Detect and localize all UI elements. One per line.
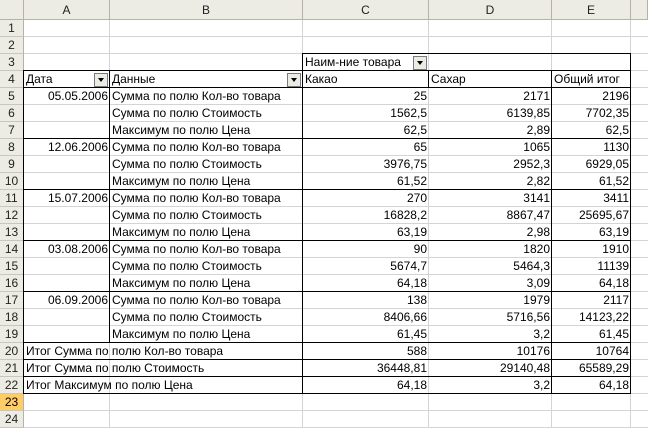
date-field-dropdown-icon[interactable] <box>94 73 108 87</box>
pivot-border <box>23 376 631 377</box>
pivot-value-cell[interactable]: 16828,2 <box>383 208 427 222</box>
pivot-border <box>23 291 631 292</box>
row-header-18[interactable]: 18 <box>0 309 24 326</box>
row-header-20[interactable]: 20 <box>0 343 24 360</box>
pivot-value-cell[interactable]: 3976,75 <box>383 157 427 171</box>
pivot-value-cell[interactable]: 63,19 <box>396 225 427 239</box>
column-item-cacao[interactable]: Какао <box>305 72 338 86</box>
pivot-value-cell[interactable]: 1562,5 <box>390 106 427 120</box>
column-header-d[interactable]: D <box>429 0 552 20</box>
pivot-value-cell[interactable]: 1910 <box>602 242 629 256</box>
row-header-21[interactable]: 21 <box>0 360 24 377</box>
pivot-row-field-date[interactable]: Дата <box>26 72 53 86</box>
row-header-1[interactable]: 1 <box>0 20 24 37</box>
pivot-value-cell[interactable]: 2952,3 <box>513 157 550 171</box>
pivot-border <box>428 70 429 88</box>
row-header-11[interactable]: 11 <box>0 190 24 207</box>
grand-total-value[interactable]: 65589,29 <box>578 361 629 375</box>
data-measure-label[interactable]: Сумма по полю Кол-во товара <box>112 293 281 307</box>
pivot-value-cell[interactable]: 25 <box>413 89 427 103</box>
pivot-border <box>302 53 631 54</box>
grand-total-label[interactable]: Итог Сумма по полю Стоимость <box>26 361 205 375</box>
pivot-border <box>23 393 631 394</box>
row-item-date[interactable]: 15.07.2006 <box>47 191 108 205</box>
row-header-5[interactable]: 5 <box>0 88 24 105</box>
pivot-value-cell[interactable]: 5464,3 <box>513 259 550 273</box>
column-header-f[interactable] <box>631 0 648 20</box>
column-header-e[interactable]: E <box>552 0 631 20</box>
column-header-a[interactable]: A <box>24 0 110 20</box>
pivot-value-cell[interactable]: 62,5 <box>605 123 629 137</box>
pivot-value-cell[interactable]: 7702,35 <box>585 106 629 120</box>
row-header-19[interactable]: 19 <box>0 326 24 343</box>
pivot-value-cell[interactable]: 6929,05 <box>585 157 629 171</box>
pivot-border <box>109 70 110 343</box>
pivot-value-cell[interactable]: 2171 <box>523 89 550 103</box>
pivot-border <box>23 70 631 71</box>
row-header-14[interactable]: 14 <box>0 241 24 258</box>
pivot-border <box>23 359 631 360</box>
pivot-value-cell[interactable]: 2117 <box>603 293 629 307</box>
pivot-value-cell[interactable]: 8406,66 <box>383 310 427 324</box>
row-header-4[interactable]: 4 <box>0 71 24 88</box>
pivot-border <box>23 240 631 241</box>
column-item-sugar[interactable]: Сахар <box>431 72 466 86</box>
grand-total-value[interactable]: 64,18 <box>396 378 427 392</box>
pivot-value-cell[interactable]: 2,98 <box>526 225 550 239</box>
pivot-border <box>23 138 631 139</box>
pivot-border <box>302 53 303 394</box>
grand-total-value[interactable]: 588 <box>406 344 427 358</box>
row-header-6[interactable]: 6 <box>0 105 24 122</box>
row-header-24[interactable]: 24 <box>0 411 24 428</box>
row-header-10[interactable]: 10 <box>0 173 24 190</box>
pivot-value-cell[interactable]: 8867,47 <box>506 208 550 222</box>
pivot-border <box>23 189 631 190</box>
grand-total-value[interactable]: 29140,48 <box>499 361 550 375</box>
gridline-horizontal <box>24 36 648 37</box>
row-header-13[interactable]: 13 <box>0 224 24 241</box>
pivot-value-cell[interactable]: 2196 <box>602 89 629 103</box>
data-measure-label[interactable]: Сумма по полю Стоимость <box>112 310 262 324</box>
pivot-value-cell[interactable]: 1065 <box>523 140 550 154</box>
data-measure-label[interactable]: Сумма по полю Кол-во товара <box>112 242 281 256</box>
row-header-16[interactable]: 16 <box>0 275 24 292</box>
pivot-value-cell[interactable]: 63,19 <box>598 225 629 239</box>
pivot-border <box>23 70 24 394</box>
row-header-12[interactable]: 12 <box>0 207 24 224</box>
data-measure-label[interactable]: Максимум по полю Цена <box>112 174 251 188</box>
pivot-value-cell[interactable]: 270 <box>406 191 427 205</box>
pivot-value-cell[interactable]: 11139 <box>597 259 629 273</box>
pivot-value-cell[interactable]: 61,52 <box>598 174 629 188</box>
data-measure-label[interactable]: Максимум по полю Цена <box>112 327 251 341</box>
gridline-horizontal <box>24 410 648 411</box>
pivot-value-cell[interactable]: 5674,7 <box>390 259 427 273</box>
data-measure-label[interactable]: Сумма по полю Кол-во товара <box>112 191 281 205</box>
row-item-date[interactable]: 12.06.2006 <box>47 140 108 154</box>
pivot-value-cell[interactable]: 5716,56 <box>506 310 550 324</box>
column-grand-total-label[interactable]: Общий итог <box>554 72 620 86</box>
row-header-9[interactable]: 9 <box>0 156 24 173</box>
pivot-value-cell[interactable]: 90 <box>413 242 427 256</box>
row-header-22[interactable]: 22 <box>0 377 24 394</box>
grand-total-value[interactable]: 10764 <box>595 344 629 358</box>
grand-total-value[interactable]: 64,18 <box>598 378 629 392</box>
pivot-value-cell[interactable]: 3,09 <box>526 276 550 290</box>
pivot-value-cell[interactable]: 62,5 <box>403 123 427 137</box>
pivot-column-field-label[interactable]: Наим-ние товара <box>305 55 401 69</box>
pivot-value-cell[interactable]: 6139,85 <box>506 106 550 120</box>
data-measure-label[interactable]: Сумма по полю Стоимость <box>112 208 262 222</box>
pivot-border <box>551 87 552 394</box>
row-header-2[interactable]: 2 <box>0 37 24 54</box>
pivot-value-cell[interactable]: 138 <box>406 293 427 307</box>
data-measure-label[interactable]: Сумма по полю Стоимость <box>112 106 262 120</box>
row-item-date[interactable]: 06.09.2006 <box>47 293 108 307</box>
column-header-c[interactable]: C <box>303 0 429 20</box>
pivot-value-cell[interactable]: 61,45 <box>396 327 427 341</box>
data-measure-label[interactable]: Максимум по полю Цена <box>112 276 251 290</box>
pivot-value-cell[interactable]: 65 <box>413 140 427 154</box>
pivot-value-cell[interactable]: 2,82 <box>526 174 550 188</box>
pivot-data-field-label[interactable]: Данные <box>112 72 156 86</box>
pivot-value-cell[interactable]: 2,89 <box>526 123 550 137</box>
data-field-dropdown-icon[interactable] <box>287 73 301 87</box>
grand-total-label[interactable]: Итог Максимум по полю Цена <box>26 378 193 392</box>
data-measure-label[interactable]: Максимум по полю Цена <box>112 123 251 137</box>
data-measure-label[interactable]: Сумма по полю Кол-во товара <box>112 89 281 103</box>
pivot-value-cell[interactable]: 1820 <box>523 242 550 256</box>
pivot-value-cell[interactable]: 14123,22 <box>578 310 629 324</box>
row-header-17[interactable]: 17 <box>0 292 24 309</box>
data-measure-label[interactable]: Сумма по полю Стоимость <box>112 157 262 171</box>
pivot-value-cell[interactable]: 64,18 <box>598 276 629 290</box>
row-item-date[interactable]: 03.08.2006 <box>47 242 108 256</box>
row-header-15[interactable]: 15 <box>0 258 24 275</box>
column-field-dropdown-icon[interactable] <box>413 56 427 70</box>
grand-total-value[interactable]: 3,2 <box>533 378 550 392</box>
row-item-date[interactable]: 05.05.2006 <box>47 89 108 103</box>
pivot-value-cell[interactable]: 25695,67 <box>578 208 629 222</box>
pivot-border <box>23 342 631 343</box>
data-measure-label[interactable]: Сумма по полю Стоимость <box>112 259 262 273</box>
pivot-value-cell[interactable]: 3141 <box>523 191 550 205</box>
row-header-7[interactable]: 7 <box>0 122 24 139</box>
grand-total-label[interactable]: Итог Сумма по полю Кол-во товара <box>26 344 224 358</box>
pivot-value-cell[interactable]: 1130 <box>603 140 629 154</box>
pivot-value-cell[interactable]: 61,45 <box>598 327 629 341</box>
pivot-value-cell[interactable]: 1979 <box>523 293 550 307</box>
pivot-border <box>630 53 631 394</box>
row-header-23[interactable]: 23 <box>0 394 24 411</box>
data-measure-label[interactable]: Максимум по полю Цена <box>112 225 251 239</box>
row-header-8[interactable]: 8 <box>0 139 24 156</box>
column-header-b[interactable]: B <box>110 0 303 20</box>
data-measure-label[interactable]: Сумма по полю Кол-во товара <box>112 140 281 154</box>
grand-total-value[interactable]: 10176 <box>516 344 550 358</box>
pivot-border <box>551 70 552 88</box>
row-header-3[interactable]: 3 <box>0 54 24 71</box>
pivot-value-cell[interactable]: 3411 <box>603 191 629 205</box>
select-all-corner[interactable] <box>0 0 24 20</box>
grand-total-value[interactable]: 36448,81 <box>376 361 427 375</box>
pivot-value-cell[interactable]: 3,2 <box>533 327 550 341</box>
pivot-value-cell[interactable]: 64,18 <box>396 276 427 290</box>
pivot-border <box>23 87 631 88</box>
pivot-value-cell[interactable]: 61,52 <box>396 174 427 188</box>
